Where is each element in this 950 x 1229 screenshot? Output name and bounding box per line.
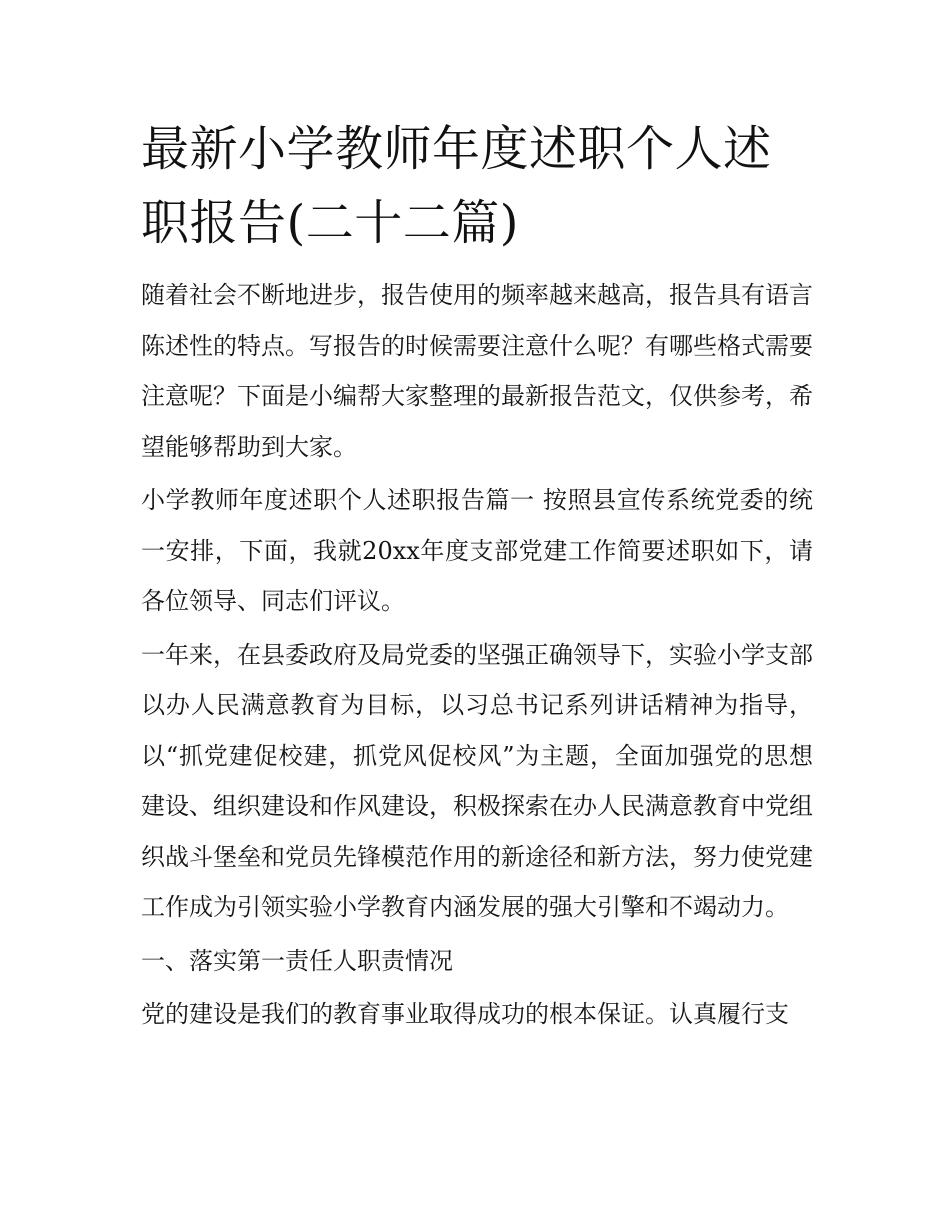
document-body — [141, 112, 813, 1040]
section-one-paragraph: 小学教师年度述职个人述职报告篇一 按照县宣传系统党委的统一安排，下面，我就20xx年度支部党建工作简要述职如下，请各位领导、同志们评议。 — [141, 486, 813, 615]
section-heading: 一、落实第一责任人职责情况 — [141, 946, 453, 975]
intro-paragraph: 随着社会不断地进步，报告使用的频率越来越高，报告具有语言陈述性的特点。写报告的时候需要注意什么呢？有哪些格式需要注意呢？下面是小编帮大家整理的最新报告范文，仅供参考，希望能够帮助到大家。 — [141, 281, 813, 461]
document-title: 最新小学教师年度述职个人述职报告(二十二篇) — [141, 121, 772, 251]
summary-paragraph: 一年来，在县委政府及局党委的坚强正确领导下，实验小学支部以办人民满意教育为目标，以习总书记系列讲话精神为指导，以“抓党建促校建，抓党风促校风”为主题，全面加强党的思想建设、组织建设和作风建设，积极探索在办人民满意教育中党组织战斗堡垒和党员先锋模范作用的新途径和新方法，努力使党建工作成为引领实验小学教育内涵发展的强大引擎和不竭动力。 — [141, 640, 813, 921]
body-paragraph: 党的建设是我们的教育事业取得成功的根本保证。认真履行支 — [141, 1000, 789, 1028]
